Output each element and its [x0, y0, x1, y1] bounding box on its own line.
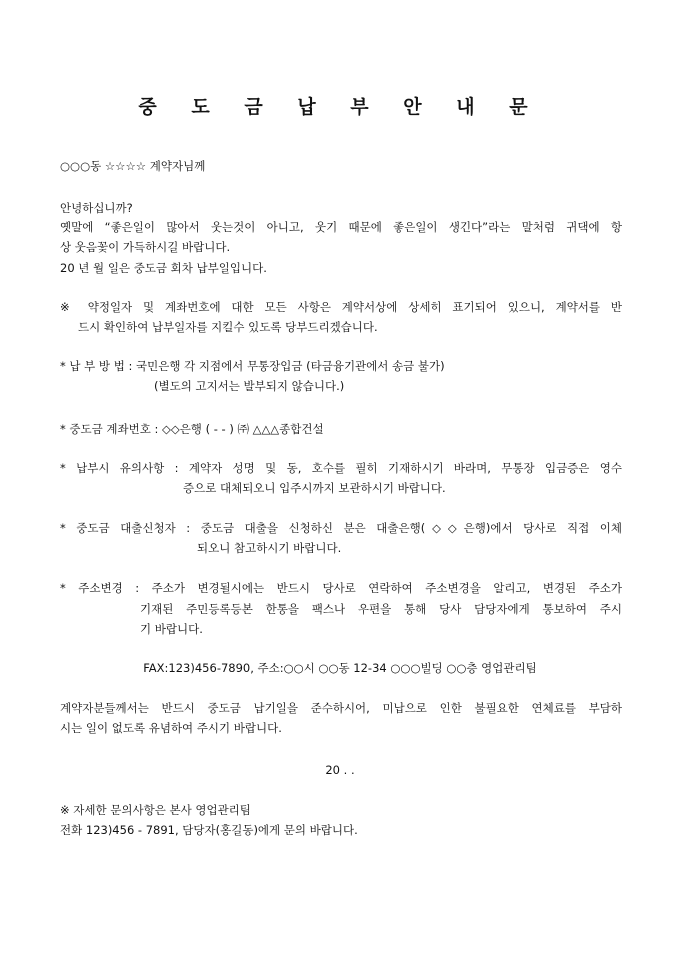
greeting: 안녕하십니까? — [60, 201, 133, 215]
intro-line-1: 옛말에 “좋은일이 많아서 웃는것이 아니고, 웃기 때문에 좋은일이 생긴다”라는 말처럼 귀댁에 항 — [60, 220, 622, 234]
notice-line-1: ※ 약정일자 및 계좌번호에 대한 모든 사항은 계약서상에 상세히 표기되어 있으니, 계약서를 반 — [60, 300, 622, 314]
caution-line-1: * 납부시 유의사항 : 계약자 성명 및 동, 호수를 필히 기재하시기 바라며, 무통장 입금증은 영수 — [60, 461, 622, 475]
address-change-line-2: 기재된 주민등록등본 한통을 팩스나 우편을 통해 당사 담당자에게 통보하여 주시 — [140, 602, 622, 616]
inquiry-line-1: ※ 자세한 문의사항은 본사 영업관리팀 — [60, 803, 251, 817]
address-change-line-3: 기 바랍니다. — [140, 622, 203, 636]
notice-line-2: 드시 확인하여 납부일자를 지킬수 있도록 당부드리겠습니다. — [78, 320, 378, 334]
document-title: 중 도 금 납 부 안 내 문 — [138, 96, 542, 118]
intro-line-2: 상 웃음꽃이 가득하시길 바랍니다. — [60, 240, 231, 254]
closing-line-2: 시는 일이 없도록 유념하여 주시기 바랍니다. — [60, 721, 282, 735]
loan-line-2: 되오니 참고하시기 바랍니다. — [197, 541, 342, 555]
closing-line-1: 계약자분들께서는 반드시 중도금 납기일을 준수하시어, 미납으로 인한 불필요한 연체료를 부담하 — [60, 701, 622, 715]
fax-address-line: FAX:123)456-7890, 주소:○○시 ○○동 12-34 ○○○빌딩 ○○층 영업관리팀 — [143, 661, 537, 675]
date-line: 20 . . — [325, 763, 355, 777]
account-number-line: * 중도금 계좌번호 : ◇◇은행 ( - - ) ㈜ △△△종합건설 — [60, 422, 324, 436]
due-date-line: 20 년 월 일은 중도금 회차 납부일입니다. — [60, 261, 267, 275]
loan-line-1: * 중도금 대출신청자 : 중도금 대출을 신청하신 분은 대출은행(◇◇은행)에서 당사로 직접 이체 — [60, 521, 622, 535]
inquiry-line-2: 전화 123)456 - 7891, 담당자(홍길동)에게 문의 바랍니다. — [60, 823, 358, 837]
address-change-line-1: * 주소변경 : 주소가 변경될시에는 반드시 당사로 연락하여 주소변경을 알리고, 변경된 주소가 — [60, 581, 622, 595]
caution-line-2: 증으로 대체되오니 입주시까지 보관하시기 바랍니다. — [183, 481, 446, 495]
payment-method-line-2: (별도의 고지서는 발부되지 않습니다.) — [154, 379, 345, 393]
salutation: ○○○동 ☆☆☆☆ 계약자님께 — [60, 159, 206, 173]
payment-method-line-1: * 납 부 방 법 : 국민은행 각 지점에서 무통장입금 (타금융기관에서 송금 불가) — [60, 359, 445, 373]
